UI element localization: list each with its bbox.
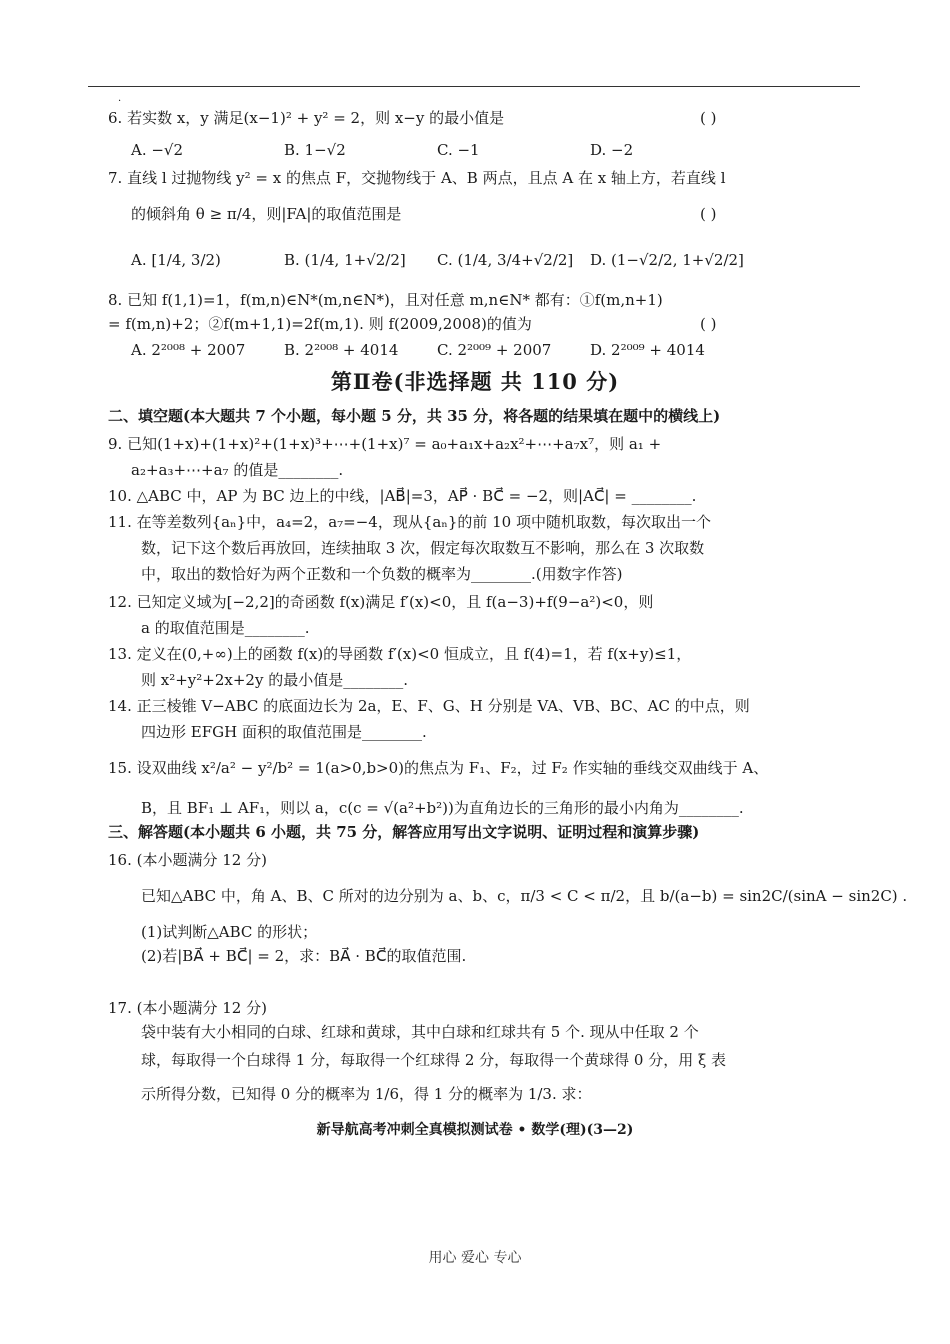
question-11-line3: 中，取出的数恰好为两个正数和一个负数的概率为________.(用数字作答) <box>141 565 623 583</box>
question-6: 6. 若实数 x，y 满足(x−1)² + y² = 2，则 x−y 的最小值是 <box>108 109 505 127</box>
question-17-heading: 17. (本小题满分 12 分) <box>108 999 267 1017</box>
question-8-line1: 8. 已知 f(1,1)=1，f(m,n)∈N*(m,n∈N*)，且对任意 m,n∈N* 都有：①f(m,n+1) <box>108 291 663 309</box>
question-12-line1: 12. 已知定义域为[−2,2]的奇函数 f(x)满足 f′(x)<0，且 f(a−3)+f(9−a²)<0，则 <box>108 593 654 611</box>
answer-paren-6: ( ) <box>700 109 717 127</box>
answer-paren-8: ( ) <box>700 315 717 333</box>
q6-option-a: A. −√2 <box>131 141 184 159</box>
question-15-line2: B，且 BF₁ ⊥ AF₁，则以 a，c(c = √(a²+b²))为直角边长的三角形的最小内角为________. <box>141 799 744 817</box>
page-footer-motto: 用心 爱心 专心 <box>428 1250 522 1266</box>
question-10: 10. △ABC 中，AP 为 BC 边上的中线，|AB⃗|=3，AP⃗ · BC⃗ = −2，则|AC⃗| = ________. <box>108 487 697 505</box>
question-9-line2: a₂+a₃+⋯+a₇ 的值是________. <box>131 461 344 479</box>
question-16-part2: (2)若|BA⃗ + BC⃗| = 2，求：BA⃗ · BC⃗的取值范围. <box>141 947 467 965</box>
question-16-heading: 16. (本小题满分 12 分) <box>108 851 267 869</box>
question-16-line1: 已知△ABC 中，角 A、B、C 所对的边分别为 a、b、c，π/3 < C < π/2，且 b/(a−b) = sin2C/(sinA − sin2C) . <box>141 887 908 905</box>
question-13-line1: 13. 定义在(0,+∞)上的函数 f(x)的导函数 f′(x)<0 恒成立，且 f(4)=1，若 f(x+y)≤1， <box>108 645 692 663</box>
section-3-heading: 三、解答题(本小题共 6 小题，共 75 分，解答应用写出文字说明、证明过程和演算步骤) <box>108 823 700 841</box>
question-14-line2: 四边形 EFGH 面积的取值范围是________. <box>141 723 427 741</box>
question-8-line2: = f(m,n)+2；②f(m+1,1)=2f(m,1). 则 f(2009,2008)的值为 <box>108 315 532 333</box>
section-2-heading: 二、填空题(本大题共 7 个小题，每小题 5 分，共 35 分，将各题的结果填在题中的横线上) <box>108 407 721 425</box>
q7-option-d: D. (1−√2/2, 1+√2/2] <box>590 251 744 269</box>
q7-option-a: A. [1/4, 3/2) <box>131 251 221 269</box>
q8-option-d: D. 2²⁰⁰⁹ + 4014 <box>590 341 705 359</box>
q6-option-d: D. −2 <box>590 141 634 159</box>
question-12-line2: a 的取值范围是________. <box>141 619 310 637</box>
question-11-line2: 数，记下这个数后再放回，连续抽取 3 次，假定每次取数互不影响，那么在 3 次取数 <box>141 539 705 557</box>
q7-option-c: C. (1/4, 3/4+√2/2] <box>437 251 574 269</box>
question-7-line1: 7. 直线 l 过抛物线 y² = x 的焦点 F，交抛物线于 A、B 两点，且点 A 在 x 轴上方，若直线 l <box>108 169 726 187</box>
speck: · <box>118 96 122 107</box>
question-17-line2: 球，每取得一个白球得 1 分，每取得一个红球得 2 分，每取得一个黄球得 0 分，用 ξ 表 <box>141 1051 727 1069</box>
question-17-line3: 示所得分数，已知得 0 分的概率为 1/6，得 1 分的概率为 1/3. 求： <box>141 1085 592 1103</box>
question-16-part1: (1)试判断△ABC 的形状； <box>141 923 318 941</box>
header-rule <box>88 86 860 87</box>
page-footer: 新导航高考冲刺全真模拟测试卷 • 数学(理)(3—2) <box>316 1122 634 1138</box>
question-17-line1: 袋中装有大小相同的白球、红球和黄球，其中白球和红球共有 5 个. 现从中任取 2 个 <box>141 1023 699 1041</box>
answer-paren-7: ( ) <box>700 205 717 223</box>
q7-option-b: B. (1/4, 1+√2/2] <box>284 251 406 269</box>
q8-option-c: C. 2²⁰⁰⁹ + 2007 <box>437 341 552 359</box>
q8-option-a: A. 2²⁰⁰⁸ + 2007 <box>131 341 246 359</box>
part-2-title: 第Ⅱ卷(非选择题 共 110 分) <box>330 369 620 394</box>
question-15-line1: 15. 设双曲线 x²/a² − y²/b² = 1(a>0,b>0)的焦点为 F₁、F₂，过 F₂ 作实轴的垂线交双曲线于 A、 <box>108 759 769 777</box>
q8-option-b: B. 2²⁰⁰⁸ + 4014 <box>284 341 399 359</box>
q6-option-c: C. −1 <box>437 141 480 159</box>
question-9-line1: 9. 已知(1+x)+(1+x)²+(1+x)³+⋯+(1+x)⁷ = a₀+a₁x+a₂x²+⋯+a₇x⁷，则 a₁ + <box>108 435 662 453</box>
q6-option-b: B. 1−√2 <box>284 141 346 159</box>
question-14-line1: 14. 正三棱锥 V−ABC 的底面边长为 2a，E、F、G、H 分别是 VA、VB、BC、AC 的中点，则 <box>108 697 750 715</box>
question-7-line2: 的倾斜角 θ ≥ π/4，则|FA|的取值范围是 <box>131 205 402 223</box>
question-13-line2: 则 x²+y²+2x+2y 的最小值是________. <box>141 671 408 689</box>
question-11-line1: 11. 在等差数列{aₙ}中，a₄=2，a₇=−4，现从{aₙ}的前 10 项中随机取数，每次取出一个 <box>108 513 711 531</box>
